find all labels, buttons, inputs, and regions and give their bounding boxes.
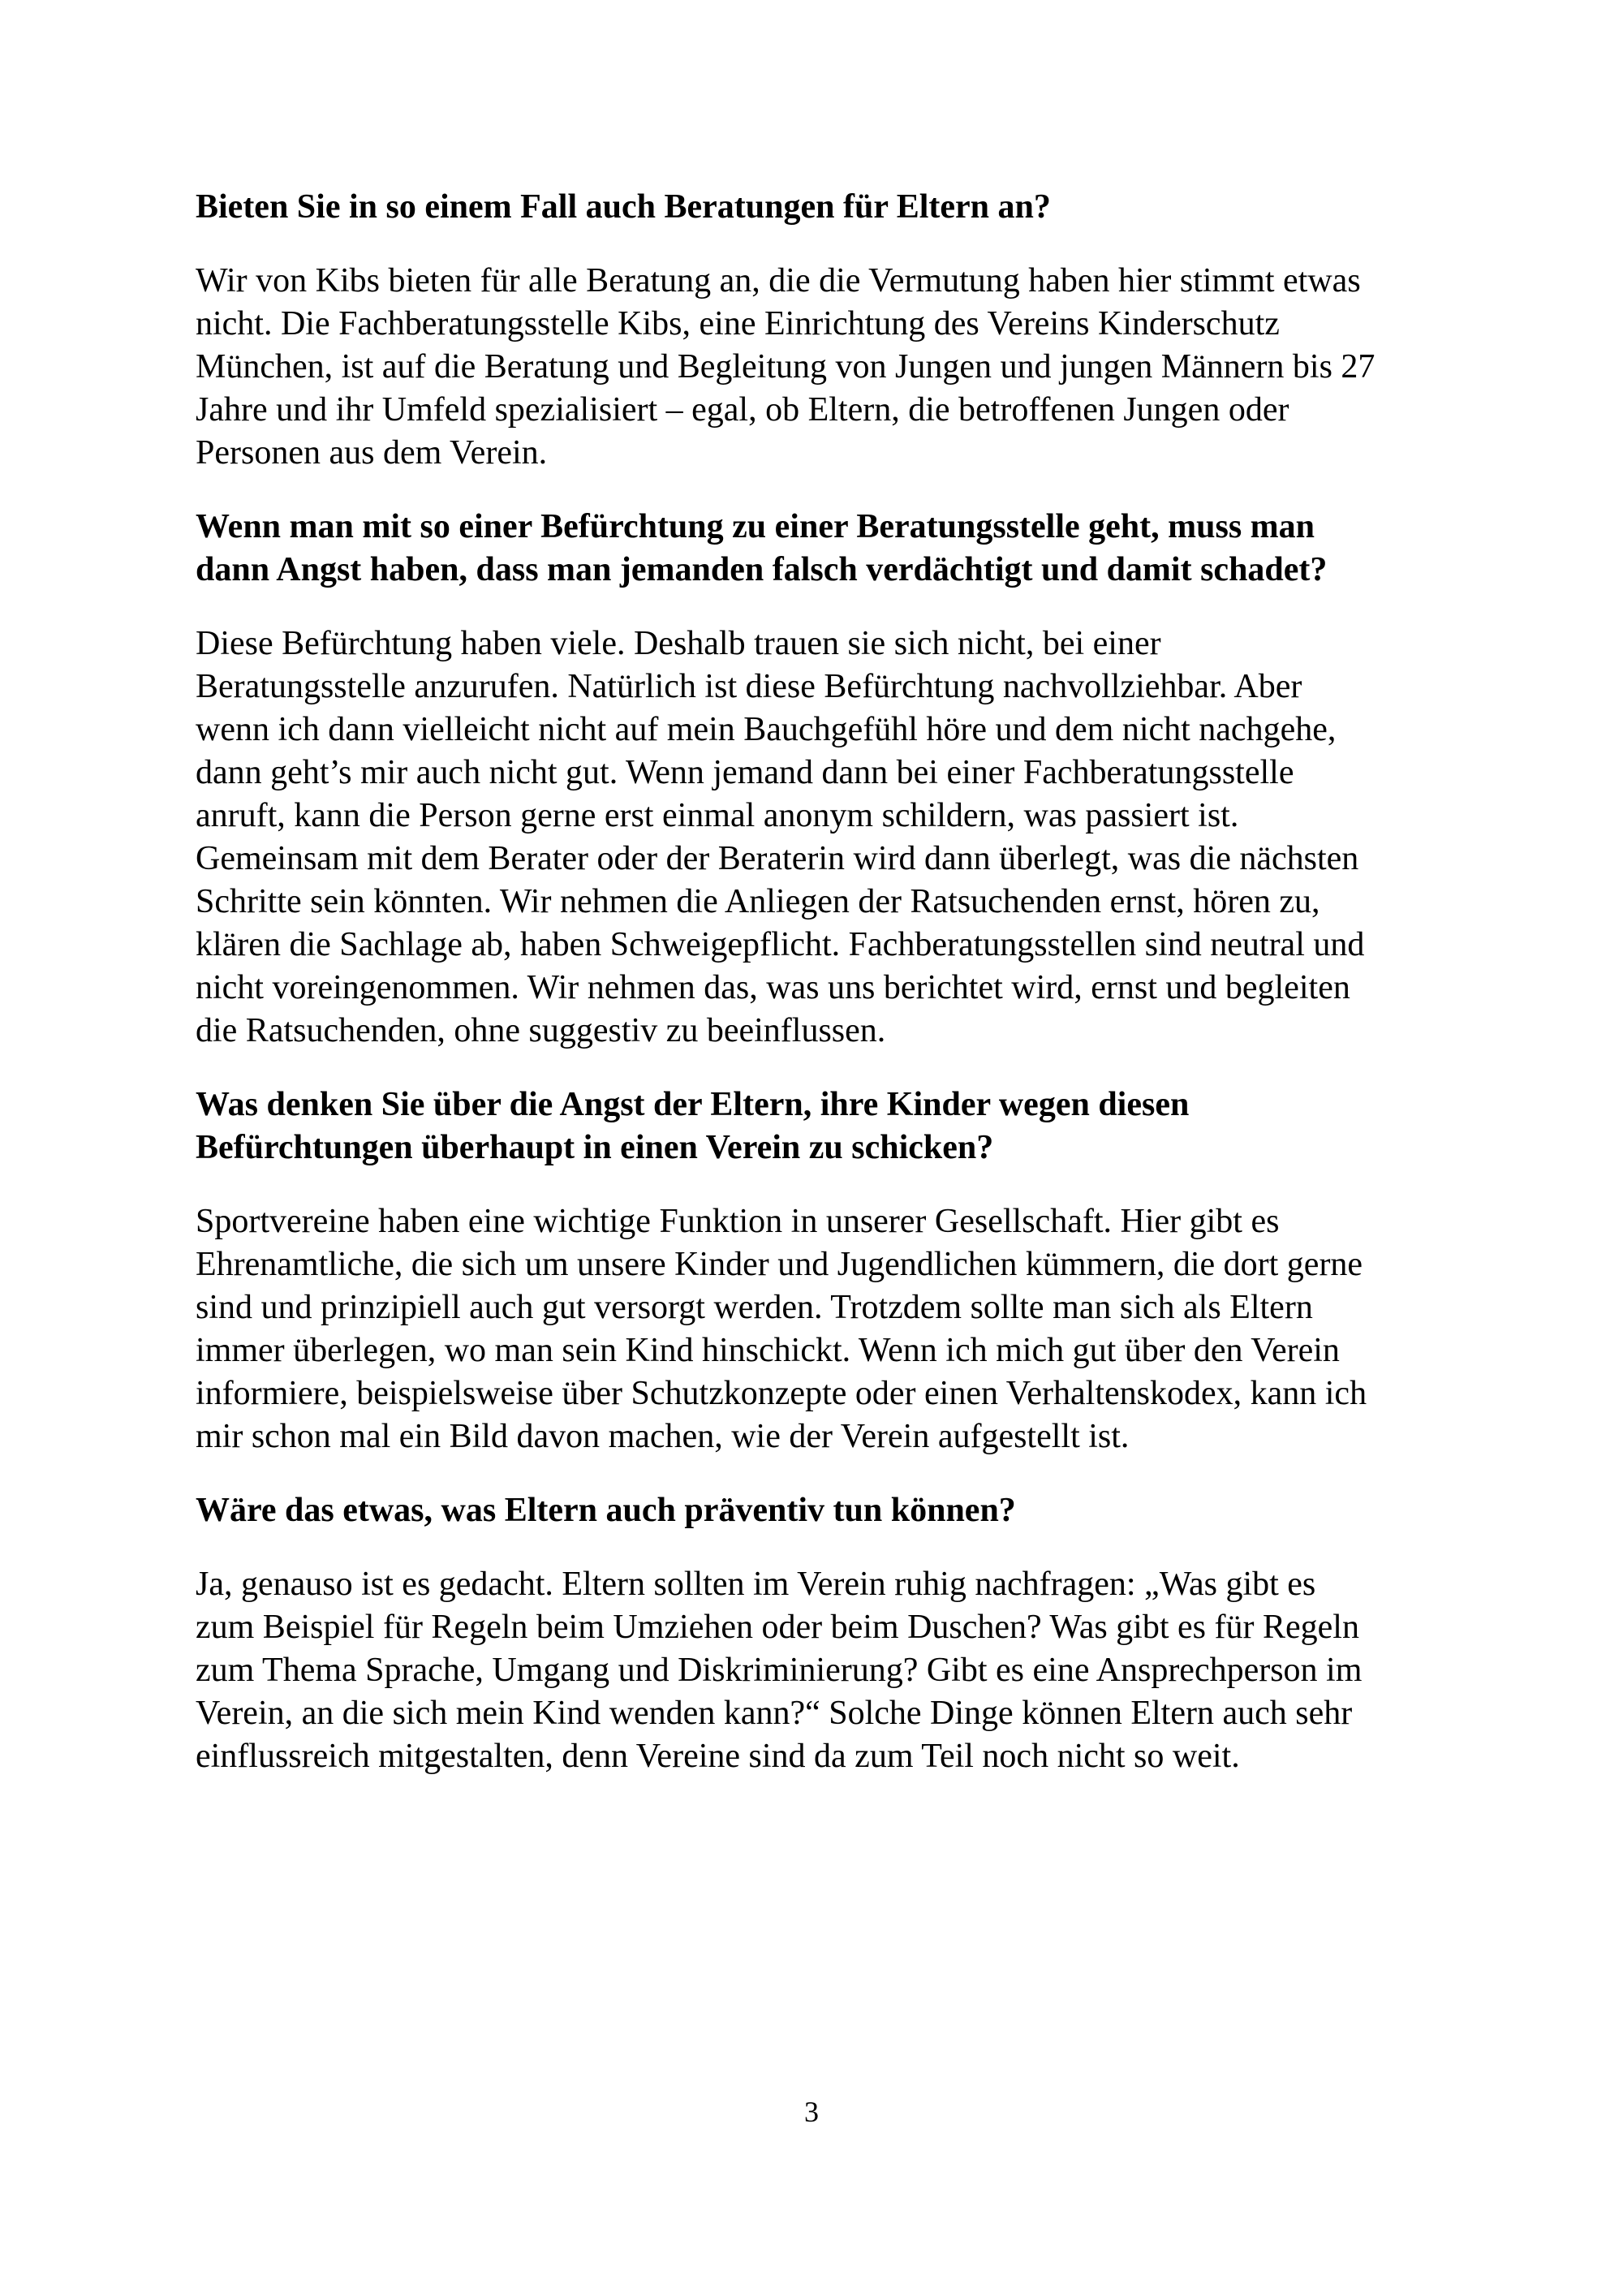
answer-line: Gemeinsam mit dem Berater oder der Beraterin wird dann überlegt, was die nächsten — [196, 840, 1359, 877]
interview-answer — [196, 1563, 1494, 1778]
answer-line: Beratungsstelle anzurufen. Natürlich ist diese Befürchtung nachvollziehbar. Aber — [196, 668, 1302, 705]
answer-line: Ehrenamtliche, die sich um unsere Kinder und Jugendlichen kümmern, die dort gerne — [196, 1246, 1363, 1283]
answer-line: die Ratsuchenden, ohne suggestiv zu beeinflussen. — [196, 1012, 886, 1049]
question-line: Bieten Sie in so einem Fall auch Beratungen für Eltern an? — [196, 188, 1051, 226]
interview-question — [196, 1083, 1494, 1170]
answer-line: Sportvereine haben eine wichtige Funktion in unserer Gesellschaft. Hier gibt es — [196, 1203, 1280, 1240]
question-line: Wäre das etwas, was Eltern auch präventiv tun können? — [196, 1492, 1016, 1529]
answer-line: anruft, kann die Person gerne erst einmal anonym schildern, was passiert ist. — [196, 797, 1239, 834]
answer-line: Personen aus dem Verein. — [196, 434, 548, 472]
answer-line: nicht. Die Fachberatungsstelle Kibs, eine Einrichtung des Vereins Kinderschutz — [196, 305, 1280, 342]
question-line: dann Angst haben, dass man jemanden falsch verdächtigt und damit schadet? — [196, 551, 1328, 588]
answer-line: informiere, beispielsweise über Schutzkonzepte oder einen Verhaltenskodex, kann ich — [196, 1375, 1367, 1412]
answer-line: Verein, an die sich mein Kind wenden kann?“ Solche Dinge können Eltern auch sehr — [196, 1695, 1353, 1732]
answer-line: Ja, genauso ist es gedacht. Eltern sollten im Verein ruhig nachfragen: „Was gibt es — [196, 1566, 1316, 1603]
answer-line: einflussreich mitgestalten, denn Vereine sind da zum Teil noch nicht so weit. — [196, 1738, 1240, 1775]
interview-question — [196, 186, 1494, 229]
answer-line: München, ist auf die Beratung und Begleitung von Jungen und jungen Männern bis 27 — [196, 348, 1375, 386]
answer-line: zum Beispiel für Regeln beim Umziehen oder beim Duschen? Was gibt es für Regeln — [196, 1609, 1359, 1646]
answer-line: zum Thema Sprache, Umgang und Diskriminierung? Gibt es eine Ansprechperson im — [196, 1652, 1363, 1689]
question-line: Befürchtungen überhaupt in einen Verein zu schicken? — [196, 1129, 994, 1166]
answer-line: dann geht’s mir auch nicht gut. Wenn jemand dann bei einer Fachberatungsstelle — [196, 754, 1294, 791]
answer-line: Schritte sein könnten. Wir nehmen die Anliegen der Ratsuchenden ernst, hören zu, — [196, 883, 1320, 920]
document-body — [196, 186, 1494, 1809]
answer-line: Wir von Kibs bieten für alle Beratung an, die die Vermutung haben hier stimmt etwas — [196, 262, 1361, 299]
answer-line: Jahre und ihr Umfeld spezialisiert – egal, ob Eltern, die betroffenen Jungen oder — [196, 391, 1289, 429]
interview-answer — [196, 260, 1494, 475]
interview-question — [196, 1489, 1494, 1532]
question-line: Was denken Sie über die Angst der Eltern, ihre Kinder wegen diesen — [196, 1086, 1190, 1123]
interview-answer — [196, 622, 1494, 1053]
answer-line: sind und prinzipiell auch gut versorgt werden. Trotzdem sollte man sich als Eltern — [196, 1289, 1313, 1326]
interview-answer — [196, 1200, 1494, 1458]
page-number: 3 — [804, 2096, 819, 2128]
interview-question — [196, 506, 1494, 592]
answer-line: nicht voreingenommen. Wir nehmen das, was uns berichtet wird, ernst und begleiten — [196, 969, 1350, 1006]
answer-line: klären die Sachlage ab, haben Schweigepflicht. Fachberatungsstellen sind neutral und — [196, 926, 1365, 963]
question-line: Wenn man mit so einer Befürchtung zu einer Beratungsstelle geht, muss man — [196, 508, 1315, 545]
answer-line: mir schon mal ein Bild davon machen, wie der Verein aufgestellt ist. — [196, 1418, 1130, 1455]
answer-line: wenn ich dann vielleicht nicht auf mein Bauchgefühl höre und dem nicht nachgehe, — [196, 711, 1337, 748]
answer-line: immer überlegen, wo man sein Kind hinschickt. Wenn ich mich gut über den Verein — [196, 1332, 1340, 1369]
answer-line: Diese Befürchtung haben viele. Deshalb trauen sie sich nicht, bei einer — [196, 625, 1161, 662]
